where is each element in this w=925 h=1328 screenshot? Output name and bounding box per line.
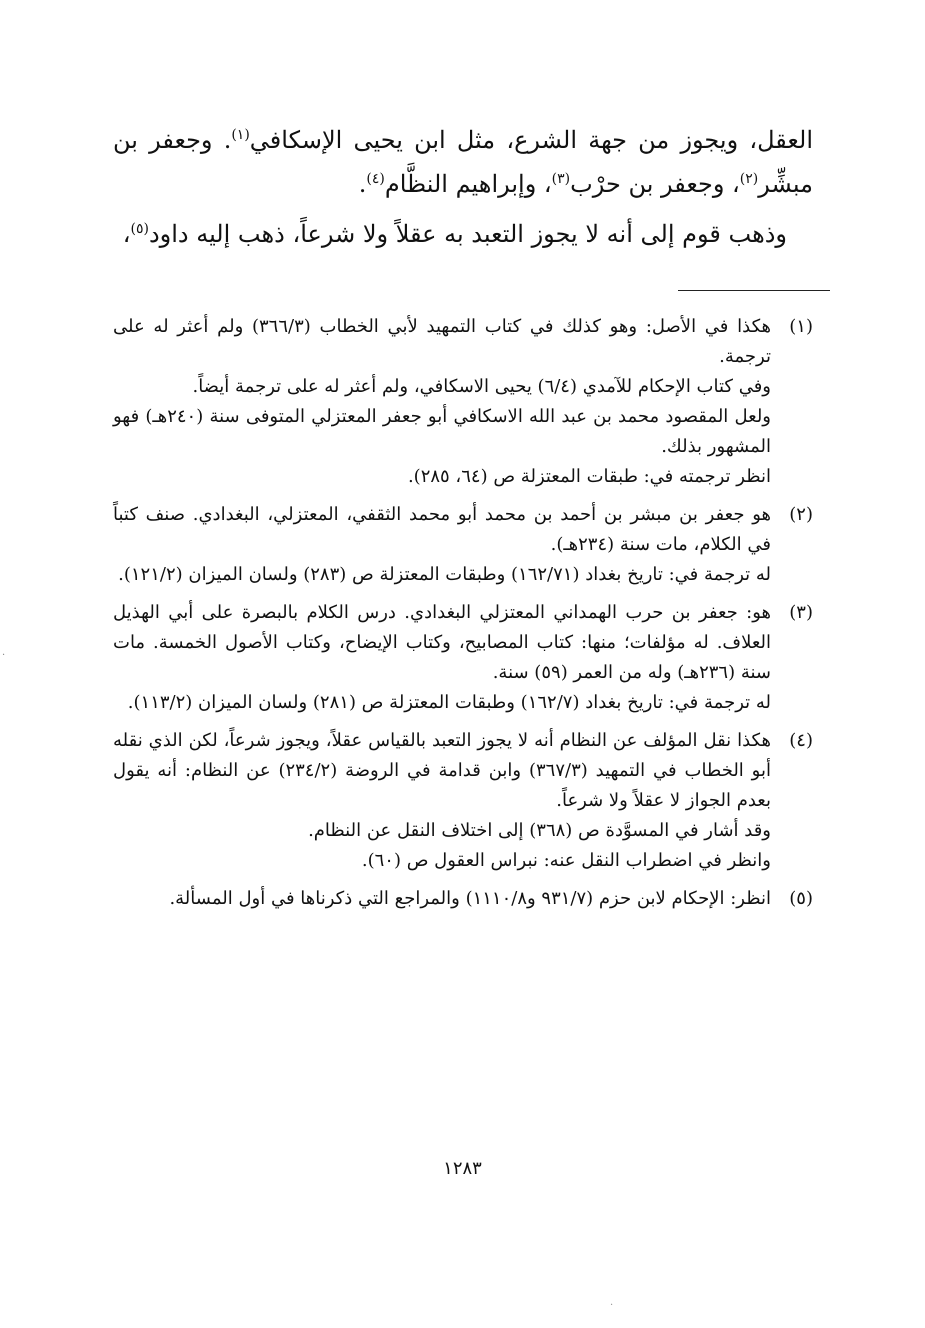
footnote-4 (113, 726, 813, 876)
text-run: ، وجعفر بن حرْب (570, 170, 740, 198)
footnote-ref-2: (٢) (739, 171, 759, 187)
footnote-number: (٤) (789, 730, 813, 751)
text-run: . (358, 170, 367, 198)
footnote-number: (١) (789, 316, 813, 337)
footnote-line: وانظر في اضطراب النقل عنه: نبراس العقول ص (٦٠). (361, 850, 771, 871)
footnote-ref-4: (٤) (366, 171, 385, 187)
footnote-body (113, 598, 771, 718)
text-run: ، (122, 220, 131, 248)
footnote-body (113, 500, 771, 590)
footnote-body (113, 312, 771, 492)
text-run: ، وإبراهيم النظَّام (384, 170, 552, 198)
footnote-ref-1: (١) (231, 127, 250, 143)
footnote-separator (678, 290, 830, 291)
footnote-ref-5: (٥) (130, 221, 149, 237)
footnote-ref-3: (٣) (551, 171, 571, 187)
footnote-line: هو: جعفر بن حرب الهمداني المعتزلي البغدادي. درس الكلام بالبصرة على أبي الهذيل العلاف. له مؤلفات؛ منها: كتاب المصابيح، وكتاب الإيضاح، وكتاب الأصول الخمسة. مات سنة (٢٣٦هـ) وله من العمر (٥٩) سنة. (113, 602, 771, 683)
page-number: ١٢٨٣ (443, 1158, 482, 1179)
scan-mark: · (2, 650, 6, 661)
text-run: وذهب قوم إلى أنه لا يجوز التعبد به عقلاً ولا شرعاً، ذهب إليه داود (148, 220, 787, 248)
footnote-line: انظر: الإحكام لابن حزم (٩٣١/٧ و١١١٠/٨) والمراجع التي ذكرناها في أول المسألة. (169, 888, 771, 909)
footnotes (113, 312, 813, 922)
footnote-line: ولعل المقصود محمد بن عبد الله الاسكافي أبو جعفر المعتزلي المتوفى سنة (٢٤٠هـ) فهو المشهور بذلك. (113, 406, 771, 457)
scan-mark: · (610, 1300, 614, 1311)
footnote-number: (٢) (789, 504, 813, 525)
footnote-5 (113, 884, 813, 914)
footnote-2 (113, 500, 813, 590)
footnote-body (113, 726, 771, 876)
main-paragraph-1 (113, 118, 813, 206)
footnote-line: له ترجمة في: تاريخ بغداد (١٦٢/٧١) وطبقات المعتزلة ص (٢٨٣) ولسان الميزان (١٢١/٢). (118, 564, 771, 585)
footnote-line: وفي كتاب الإحكام للآمدي (٦/٤) يحيى الاسكافي، ولم أعثر له على ترجمة أيضاً. (192, 376, 771, 397)
text-run: . وجعفر بن مبشِّر (113, 126, 813, 198)
footnote-line: وقد أشار في المسوَّدة ص (٣٦٨) إلى اختلاف النقل عن النظام. (308, 820, 771, 841)
footnote-1 (113, 312, 813, 492)
main-text (113, 118, 813, 256)
footnote-line: هكذا في الأصل: وهو كذلك في كتاب التمهيد لأبي الخطاب (٣٦٦/٣) ولم أعثر له على ترجمة. (113, 316, 772, 367)
footnote-3 (113, 598, 813, 718)
footnote-line: انظر ترجمته في: طبقات المعتزلة ص (٦٤، ٢٨٥). (407, 466, 771, 487)
footnote-line: هكذا نقل المؤلف عن النظام أنه لا يجوز التعبد بالقياس عقلاً، ويجوز شرعاً، لكن الذي نقله أبو الخطاب في التمهيد (٣٦٧/٣) وابن قدامة في الروضة (٢٣٤/٢) عن النظام: أنه يقول بعدم الجواز لا عقلاً ولا شرعاً. (113, 730, 771, 811)
main-paragraph-2 (113, 212, 813, 256)
footnote-line: له ترجمة في: تاريخ بغداد (١٦٢/٧) وطبقات المعتزلة ص (٢٨١) ولسان الميزان (١١٣/٢). (127, 692, 771, 713)
footnote-number: (٥) (789, 888, 813, 909)
text-run: العقل، ويجوز من جهة الشرع، مثل ابن يحيى الإسكافي (249, 126, 813, 154)
footnote-body (113, 884, 771, 914)
footnote-number: (٣) (789, 602, 813, 623)
footnote-line: هو جعفر بن مبشر بن أحمد بن محمد أبو محمد الثقفي، المعتزلي، البغدادي. صنف كتباً في الكلام، مات سنة (٢٣٤هـ). (113, 504, 771, 555)
